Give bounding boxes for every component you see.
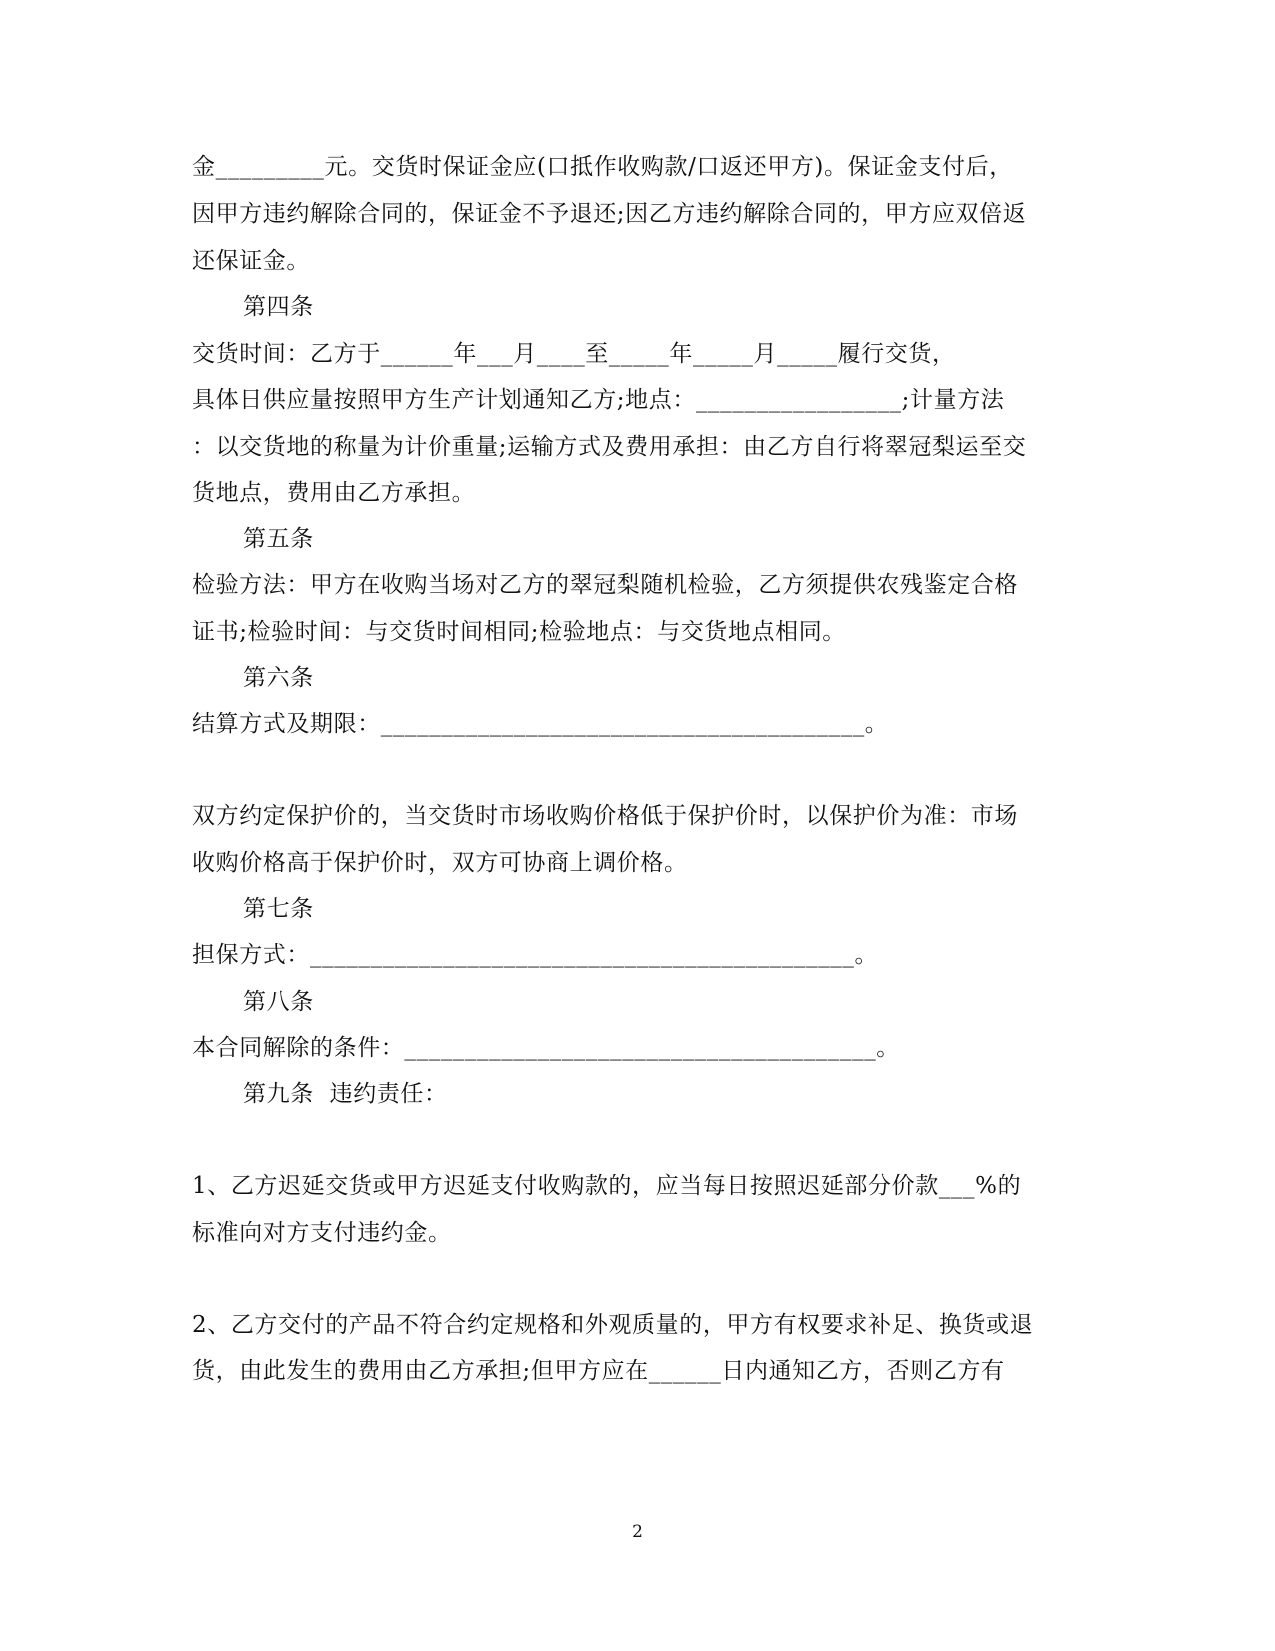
body-line: 结算方式及期限：________________________________________。 [192, 711, 889, 737]
body-line: 还保证金。 [192, 248, 310, 274]
article-heading: 第五条 [243, 526, 314, 552]
body-line: 具体日供应量按照甲方生产计划通知乙方;地点：_________________;计量方法 [192, 387, 1005, 413]
body-line: ：以交货地的称量为计价重量;运输方式及费用承担：由乙方自行将翠冠梨运至交 [192, 434, 1027, 460]
list-item: 1、乙方迟延交货或甲方迟延支付收购款的，应当每日按照迟延部分价款___%的 [192, 1173, 1022, 1199]
body-line: 交货时间：乙方于______年___月____至_____年_____月_____履行交货， [192, 341, 956, 367]
body-line: 本合同解除的条件：_______________________________________。 [192, 1035, 900, 1061]
page-number: 2 [632, 1522, 643, 1542]
article-heading: 第四条 [243, 294, 314, 320]
list-item: 2、乙方交付的产品不符合约定规格和外观质量的，甲方有权要求补足、换货或退 [192, 1312, 1034, 1338]
list-item: 货，由此发生的费用由乙方承担;但甲方应在______日内通知乙方，否则乙方有 [192, 1358, 1005, 1384]
body-line: 收购价格高于保护价时，双方可协商上调价格。 [192, 850, 688, 876]
body-line: 因甲方违约解除合同的，保证金不予退还;因乙方违约解除合同的，甲方应双倍返 [192, 201, 1027, 227]
article-heading: 第八条 [243, 989, 314, 1015]
article-heading: 第六条 [243, 665, 314, 691]
body-line: 金_________元。交货时保证金应(口抵作收购款/口返还甲方)。保证金支付后， [192, 154, 1013, 180]
article-heading: 第七条 [243, 896, 314, 922]
body-line: 证书;检验时间：与交货时间相同;检验地点：与交货地点相同。 [192, 619, 846, 645]
list-item: 标准向对方支付违约金。 [192, 1220, 452, 1246]
body-line: 检验方法：甲方在收购当场对乙方的翠冠梨随机检验，乙方须提供农残鉴定合格 [192, 572, 1018, 598]
article-heading: 第九条 违约责任： [243, 1081, 448, 1107]
body-line: 双方约定保护价的，当交货时市场收购价格低于保护价时，以保护价为准：市场 [192, 803, 1018, 829]
body-line: 货地点，费用由乙方承担。 [192, 480, 476, 506]
body-line: 担保方式：_____________________________________________。 [192, 942, 879, 968]
